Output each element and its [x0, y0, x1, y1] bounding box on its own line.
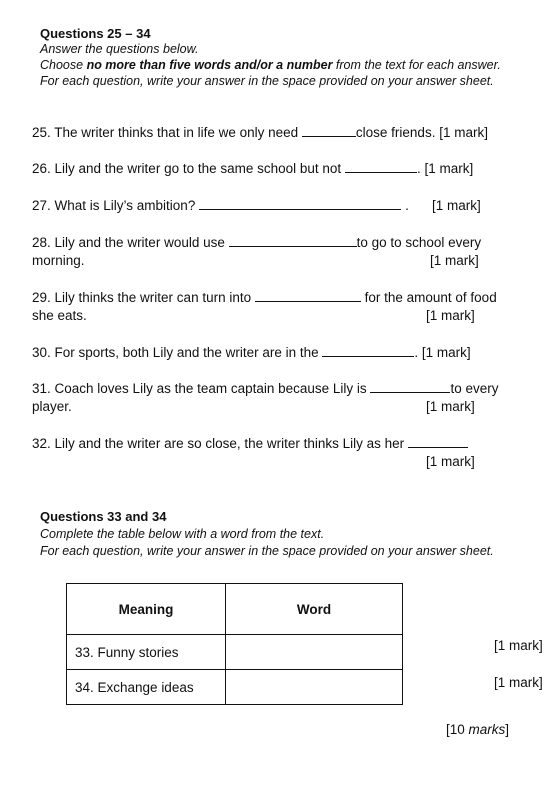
total-marks [446, 721, 509, 738]
question-text: to go to school every [356, 235, 482, 250]
answer-blank[interactable] [255, 289, 361, 302]
section-heading: Questions 25 – 34 [40, 26, 151, 41]
table-row [67, 635, 403, 670]
question-25 [32, 124, 488, 141]
instruction-line: Complete the table below with a word from the text. [40, 527, 325, 541]
question-text: 26. Lily and the writer go to the same school but not [32, 161, 345, 176]
table-row [67, 670, 403, 705]
question-text: 29. Lily thinks the writer can turn into [32, 290, 255, 305]
question-text: . [1 mark] [414, 345, 471, 360]
mark-label: [1 mark] [494, 638, 543, 653]
table-header-word: Word [226, 584, 403, 635]
total-marks-text: ] [505, 722, 510, 737]
question-32 [32, 435, 468, 452]
answer-blank[interactable] [302, 124, 356, 137]
total-marks-word: marks [468, 722, 506, 737]
table-cell-meaning: 33. Funny stories [67, 635, 226, 670]
question-text: 31. Coach loves Lily as the team captain because Lily is [32, 381, 371, 396]
mark-label: [1 mark] [432, 198, 481, 213]
question-text: for the amount of food [360, 290, 497, 305]
instruction-line [40, 57, 501, 73]
instruction-text: Choose [40, 58, 87, 72]
question-31 [32, 380, 498, 397]
instruction-emphasis: no more than five words and/or a number [86, 58, 333, 72]
mark-label: [1 mark] [426, 399, 475, 414]
mark-label: [1 mark] [426, 454, 475, 469]
answer-blank[interactable] [229, 234, 357, 247]
mark-label: [1 mark] [430, 253, 479, 268]
question-text: close friends. [1 mark] [355, 125, 488, 140]
question-text: 32. Lily and the writer are so close, the writer thinks Lily as her [32, 436, 408, 451]
instruction-text: For each question, write your answer in the space provided on your answer sheet. [40, 74, 494, 88]
section-heading: Questions 33 and 34 [40, 509, 167, 524]
mark-label: [1 mark] [426, 308, 475, 323]
instruction-line [40, 73, 494, 89]
table-cell-word-answer[interactable] [226, 635, 403, 670]
instruction-line: For each question, write your answer in the space provided on your answer sheet. [40, 544, 494, 558]
question-text: to every [450, 381, 499, 396]
answer-blank[interactable] [408, 435, 468, 448]
instruction-text: from the text for each answer. [332, 58, 501, 72]
answer-blank[interactable] [199, 197, 401, 210]
question-text: 30. For sports, both Lily and the writer are in the [32, 345, 323, 360]
question-28 [32, 234, 481, 251]
question-text: 25. The writer thinks that in life we only need [32, 125, 302, 140]
question-26 [32, 160, 473, 177]
question-text-continued: player. [32, 399, 72, 414]
question-30 [32, 344, 471, 361]
total-marks-text: [10 [446, 722, 469, 737]
answer-blank[interactable] [345, 160, 417, 173]
question-text: 28. Lily and the writer would use [32, 235, 229, 250]
question-text: 27. What is Lily’s ambition? [32, 198, 200, 213]
question-text: . [405, 198, 409, 213]
question-text-continued: she eats. [32, 308, 87, 323]
instruction-text: Answer the questions below. [40, 42, 199, 56]
mark-label: [1 mark] [494, 675, 543, 690]
answer-blank[interactable] [370, 380, 450, 393]
answer-table [66, 583, 403, 705]
question-29 [32, 289, 497, 306]
answer-blank[interactable] [322, 344, 414, 357]
question-27 [32, 197, 409, 214]
instruction-line [40, 41, 198, 57]
question-text: . [1 mark] [416, 161, 474, 176]
table-cell-meaning: 34. Exchange ideas [67, 670, 226, 705]
table-header-meaning: Meaning [67, 584, 226, 635]
question-text-continued: morning. [32, 253, 85, 268]
table-cell-word-answer[interactable] [226, 670, 403, 705]
